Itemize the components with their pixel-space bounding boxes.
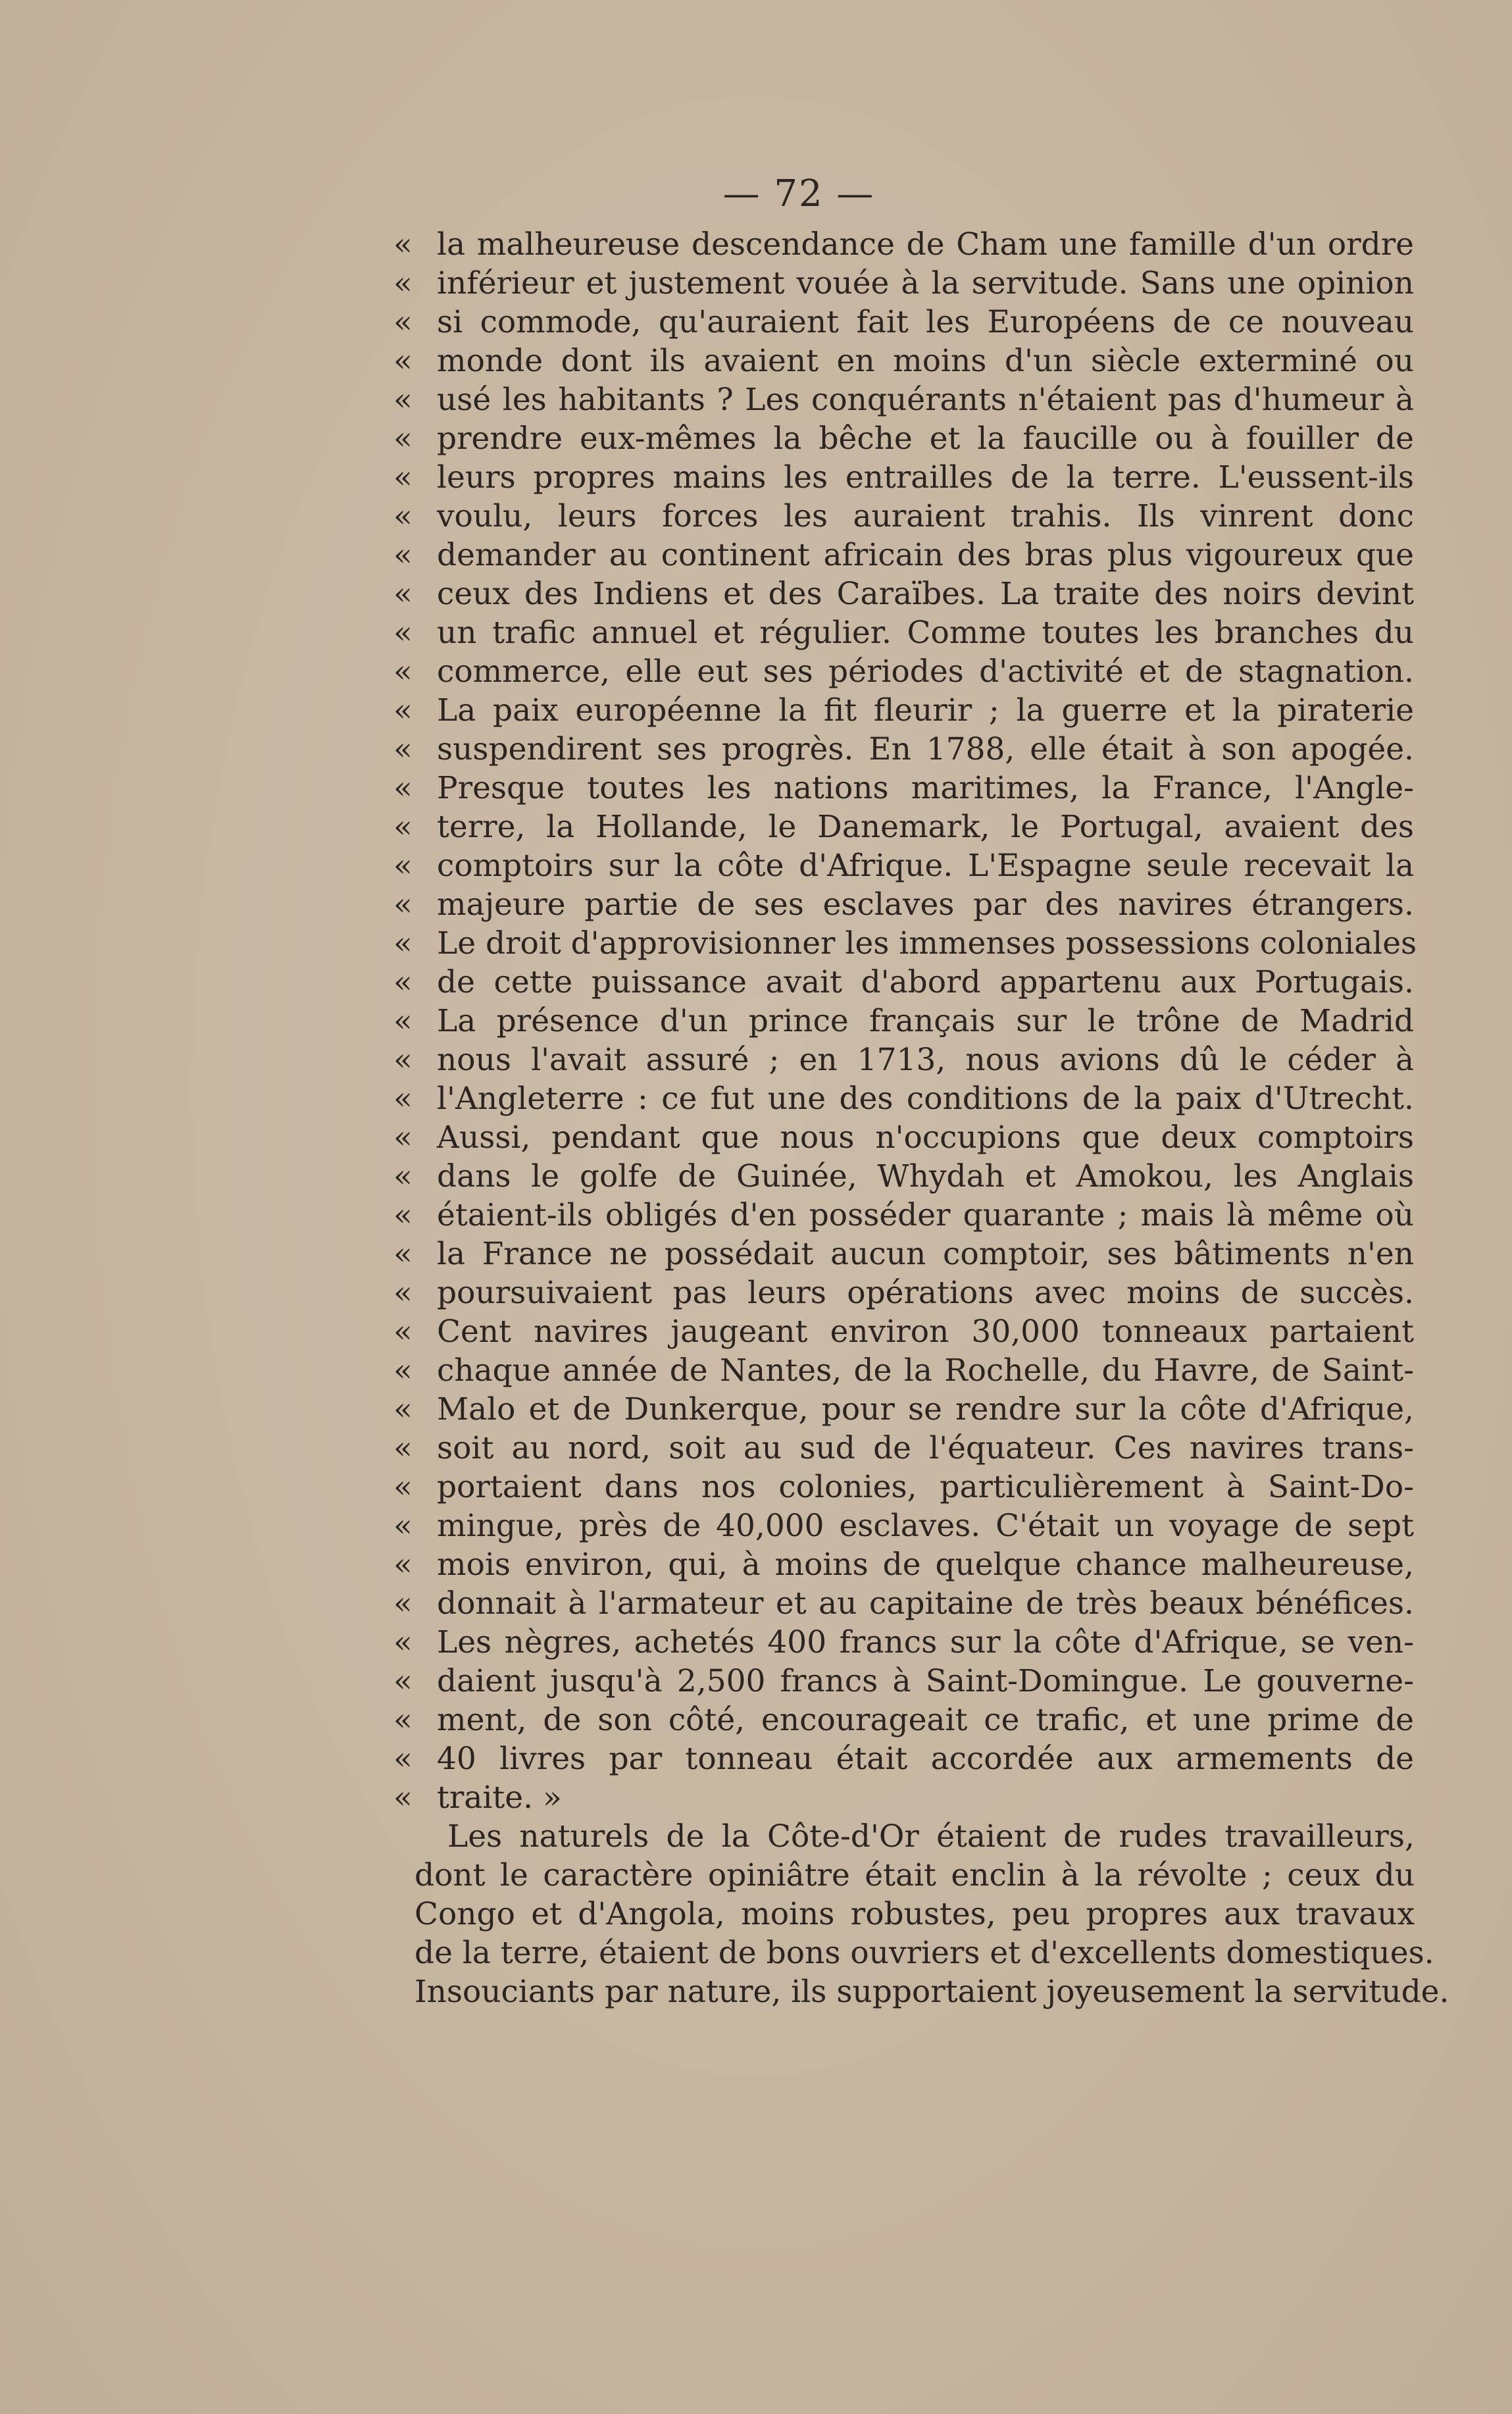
quoted-line: [393, 613, 1415, 652]
quoted-line-text: Malo et de Dunkerque, pour se rendre sur la côte d'Afrique,: [437, 1391, 1414, 1427]
quoted-line: [393, 1312, 1415, 1351]
quoted-line: [393, 1506, 1415, 1545]
quote-mark: «: [393, 1003, 413, 1039]
quoted-line-text: Cent navires jaugeant environ 30,000 tonneaux partaient: [437, 1314, 1414, 1350]
quote-mark: «: [393, 1430, 413, 1466]
quote-mark: «: [393, 1702, 413, 1738]
quoted-line: [393, 1778, 1415, 1817]
quote-mark: «: [393, 925, 413, 962]
text-block: [393, 225, 1449, 2011]
quote-mark: «: [393, 304, 413, 340]
quoted-line-text: donnait à l'armateur et au capitaine de très beaux bénéfices.: [437, 1585, 1414, 1622]
quoted-line-text: La paix européenne la fit fleurir ; la guerre et la piraterie: [437, 692, 1414, 729]
quoted-line-text: monde dont ils avaient en moins d'un siècle exterminé ou: [437, 343, 1414, 379]
quote-mark: «: [393, 226, 413, 263]
quoted-line-text: daient jusqu'à 2,500 francs à Saint-Domingue. Le gouverne-: [437, 1663, 1414, 1699]
quote-mark: «: [393, 615, 413, 651]
quote-mark: «: [393, 1042, 413, 1078]
quoted-line-text: la malheureuse descendance de Cham une famille d'un ordre: [437, 226, 1414, 263]
quote-mark: «: [393, 498, 413, 534]
quoted-line: [393, 1196, 1415, 1235]
quoted-line-text: commerce, elle eut ses périodes d'activité et de stagnation.: [437, 654, 1414, 690]
paragraph-line-text: Les naturels de la Côte-d'Or étaient de rudes travailleurs,: [447, 1818, 1415, 1855]
quoted-line: [393, 1351, 1415, 1390]
quoted-line: [393, 303, 1415, 342]
quoted-line: [393, 575, 1415, 613]
quoted-line-text: la France ne possédait aucun comptoir, ses bâtiments n'en: [437, 1236, 1414, 1272]
quoted-line: [393, 1273, 1415, 1312]
quote-mark: «: [393, 1508, 413, 1544]
quoted-line-text: 40 livres par tonneau était accordée aux armements de: [437, 1741, 1414, 1777]
quoted-line: [393, 342, 1415, 380]
quoted-line-text: étaient-ils obligés d'en posséder quarante ; mais là même où: [437, 1197, 1414, 1233]
quote-mark: «: [393, 1391, 413, 1427]
quote-mark: «: [393, 1158, 413, 1194]
paragraph-line: [408, 1972, 1449, 2011]
quote-mark: «: [393, 421, 413, 457]
quoted-line: [393, 885, 1415, 924]
quote-mark: «: [393, 654, 413, 690]
quoted-line: [393, 1584, 1415, 1623]
quote-mark: «: [393, 692, 413, 729]
paragraph-line-text: Congo et d'Angola, moins robustes, peu propres aux travaux: [415, 1896, 1415, 1932]
quote-mark: «: [393, 1197, 413, 1233]
quoted-line: [393, 1429, 1415, 1468]
paragraph-line: [408, 1934, 1434, 1972]
quoted-line-text: Aussi, pendant que nous n'occupions que deux comptoirs: [437, 1119, 1414, 1156]
quote-mark: «: [393, 265, 413, 301]
quoted-line: [393, 497, 1415, 536]
quote-mark: «: [393, 576, 413, 612]
quoted-line-text: demander au continent africain des bras plus vigoureux que: [437, 537, 1414, 573]
quoted-line-text: ment, de son côté, encourageait ce trafic, et une prime de: [437, 1702, 1414, 1738]
paragraph-line: [408, 1817, 1415, 1856]
quoted-line-text: ceux des Indiens et des Caraïbes. La traite des noirs devint: [437, 576, 1414, 612]
quoted-line: [393, 380, 1415, 419]
quote-mark: «: [393, 1585, 413, 1622]
quoted-line-text: soit au nord, soit au sud de l'équateur. Ces navires trans-: [437, 1430, 1414, 1466]
quoted-line-text: mois environ, qui, à moins de quelque chance malheureuse,: [437, 1547, 1414, 1583]
quote-mark: «: [393, 1314, 413, 1350]
quoted-line-text: Le droit d'approvisionner les immenses possessions coloniales: [437, 925, 1417, 962]
quote-mark: «: [393, 964, 413, 1000]
quoted-line-text: nous l'avait assuré ; en 1713, nous avions dû le céder à: [437, 1042, 1414, 1078]
quote-mark: «: [393, 1741, 413, 1777]
quote-mark: «: [393, 809, 413, 845]
quoted-line-text: l'Angleterre : ce fut une des conditions de la paix d'Utrecht.: [437, 1081, 1414, 1117]
quoted-line-text: de cette puissance avait d'abord appartenu aux Portugais.: [437, 964, 1414, 1000]
quoted-line: [393, 419, 1415, 458]
quoted-line-text: un trafic annuel et régulier. Comme toutes les branches du: [437, 615, 1414, 651]
quoted-line: [393, 1002, 1415, 1040]
quoted-line-text: dans le golfe de Guinée, Whydah et Amokou, les Anglais: [437, 1158, 1414, 1194]
quote-mark: «: [393, 343, 413, 379]
quoted-line-text: La présence d'un prince français sur le trône de Madrid: [437, 1003, 1414, 1039]
quoted-line-text: poursuivaient pas leurs opérations avec moins de succès.: [437, 1275, 1414, 1311]
quoted-line: [393, 1545, 1415, 1584]
quoted-line-text: prendre eux-mêmes la bêche et la faucille ou à fouiller de: [437, 421, 1414, 457]
quoted-line-text: comptoirs sur la côte d'Afrique. L'Espagne seule recevait la: [437, 848, 1414, 884]
quoted-line-text: terre, la Hollande, le Danemark, le Portugal, avaient des: [437, 809, 1414, 845]
quoted-line: [393, 1390, 1415, 1429]
quoted-line: [393, 1157, 1415, 1196]
paragraph-line-text: de la terre, étaient de bons ouvriers et d'excellents domestiques.: [415, 1935, 1434, 1971]
quote-mark: «: [393, 848, 413, 884]
quoted-line: [393, 1701, 1415, 1739]
quoted-line: [393, 808, 1415, 846]
quote-mark: «: [393, 886, 413, 923]
quote-mark: «: [393, 1352, 413, 1389]
quoted-line: [393, 963, 1415, 1002]
quoted-line: [393, 1662, 1415, 1701]
quoted-line: [393, 769, 1415, 808]
paragraph-line: [408, 1856, 1415, 1895]
quoted-line-text: mingue, près de 40,000 esclaves. C'était un voyage de sept: [437, 1508, 1414, 1544]
quote-mark: «: [393, 1236, 413, 1272]
quoted-line-text: suspendirent ses progrès. En 1788, elle était à son apogée.: [437, 731, 1414, 767]
quoted-line: [393, 924, 1417, 963]
quoted-line: [393, 458, 1415, 497]
quoted-line: [393, 1235, 1415, 1273]
quote-mark: «: [393, 731, 413, 767]
quoted-line-text: portaient dans nos colonies, particulièrement à Saint-Do-: [437, 1469, 1414, 1505]
quoted-line-text: leurs propres mains les entrailles de la terre. L'eussent-ils: [437, 459, 1414, 496]
quoted-line: [393, 536, 1415, 575]
quote-mark: «: [393, 770, 413, 806]
quoted-line: [393, 1118, 1415, 1157]
quoted-line-text: inférieur et justement vouée à la servitude. Sans une opinion: [437, 265, 1414, 301]
quote-mark: «: [393, 1081, 413, 1117]
quoted-line: [393, 691, 1415, 730]
quoted-line: [393, 846, 1415, 885]
quoted-line: [393, 1739, 1415, 1778]
quoted-line: [393, 264, 1415, 303]
quote-mark: «: [393, 1469, 413, 1505]
quoted-line-text: Presque toutes les nations maritimes, la France, l'Angle-: [437, 770, 1414, 806]
quoted-line: [393, 730, 1415, 769]
quoted-line: [393, 1468, 1415, 1506]
quoted-line-text: voulu, leurs forces les auraient trahis. Ils vinrent donc: [437, 498, 1414, 534]
quote-mark: «: [393, 1780, 413, 1816]
quoted-line-text: traite. »: [437, 1780, 562, 1816]
quote-mark: «: [393, 382, 413, 418]
quoted-line: [393, 1623, 1415, 1662]
quote-mark: «: [393, 537, 413, 573]
quote-mark: «: [393, 1119, 413, 1156]
quoted-line-text: majeure partie de ses esclaves par des navires étrangers.: [437, 886, 1414, 923]
quote-mark: «: [393, 1547, 413, 1583]
paragraph-line-text: dont le caractère opiniâtre était enclin à la révolte ; ceux du: [415, 1857, 1415, 1893]
quote-mark: «: [393, 1663, 413, 1699]
quoted-line-text: Les nègres, achetés 400 francs sur la côte d'Afrique, se ven-: [437, 1624, 1414, 1660]
paragraph-line-text: Insouciants par nature, ils supportaient joyeusement la servitude.: [415, 1974, 1449, 2010]
quote-mark: «: [393, 459, 413, 496]
page-number: — 72 —: [722, 172, 875, 215]
quoted-line-text: usé les habitants ? Les conquérants n'étaient pas d'humeur à: [437, 382, 1414, 418]
quoted-line-text: chaque année de Nantes, de la Rochelle, du Havre, de Saint-: [437, 1352, 1414, 1389]
quote-mark: «: [393, 1275, 413, 1311]
paragraph-line: [408, 1895, 1415, 1934]
quoted-line: [393, 1040, 1415, 1079]
quoted-line-text: si commode, qu'auraient fait les Européens de ce nouveau: [437, 304, 1414, 340]
quote-mark: «: [393, 1624, 413, 1660]
quoted-line: [393, 652, 1415, 691]
quoted-line: [393, 225, 1415, 264]
quoted-line: [393, 1079, 1415, 1118]
